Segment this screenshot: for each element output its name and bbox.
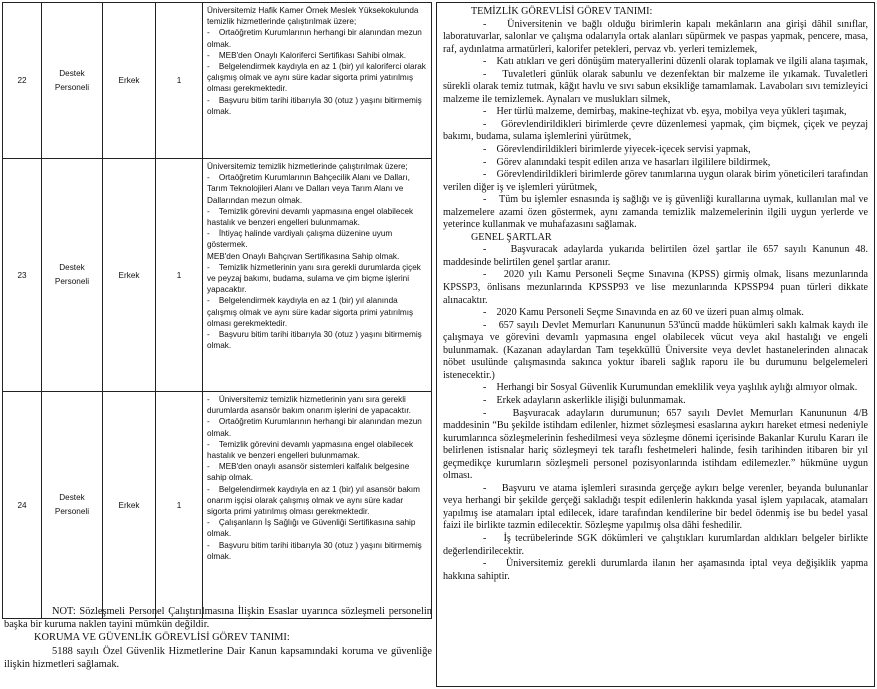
right-column [436, 2, 875, 687]
position-line: Destek [59, 493, 85, 502]
security-text: 5188 sayılı Özel Güvenlik Hizmetlerine Dair Kanun kapsamındaki koruma ve güvenliğe ilişkin hizmetleri sağlamak. [4, 645, 432, 670]
requirement-line: - Ortaöğretim Kurumlarının herhangi bir alanından mezun olmak. [207, 417, 422, 438]
requirement-line: - Başvuru bitim tarihi itibarıyla 30 (otuz ) yaşını bitirmemiş olmak. [207, 540, 422, 561]
position-line: Personeli [54, 507, 90, 516]
requirement-line: - Ortaöğretim Kurumlarının herhangi bir alanından mezun olmak. [207, 28, 422, 49]
requirement-line: - Başvuru bitim tarihi itibarıyla 30 (otuz ) yaşını bitirmemiş olmak. [207, 330, 422, 351]
count-cell: 1 [156, 3, 203, 159]
requirement-line: Üniversitemiz temizlik hizmetlerinde çalıştırılmak üzere; [207, 162, 408, 171]
left-footer [2, 605, 432, 671]
security-heading: KORUMA VE GÜVENLİK GÖREVLİSİ GÖREV TANIMI: [34, 632, 290, 644]
duty-item: - Üniversitenin ve bağlı olduğu birimlerin kapalı mekânların ana girişi dâhil sınıflar, laboratuvarlar, salonlar ve çalışma odalarıyla ortak alanları süpürmek ve paspas yapmak, pencere, masa, raf, aydınlatma armatürleri, kalorifer petekleri, pervaz vb. yerleri temizlemek, [443, 18, 868, 55]
condition-item: - İş tecrübelerinde SGK dökümleri ve çalıştıkları kurumlardan aldıkları belgeler birlikte değerlendirilecektir. [443, 532, 868, 557]
requirements-cell [203, 392, 432, 619]
row-number: 22 [3, 3, 42, 159]
duty-item: - Görevlendirildikleri birimlerde çevre düzenlemesi yapmak, çim biçmek, çiçek ve peyzaj bakımı, budama, sulama işlemlerini yürütmek, [443, 118, 868, 143]
count-cell: 1 [156, 392, 203, 619]
condition-item: - 2020 yılı Kamu Personeli Seçme Sınavına (KPSS) girmiş olmak, lisans mezunlarında KPSSP3, önlisans mezunlarında KPSSP93 ve lise mezunlarında KPSSP94 puan türleri dikkate alınacaktır. [443, 269, 868, 306]
requirement-line: Üniversitemiz Hafik Kamer Örnek Meslek Yüksekokulunda temizlik hizmetlerinde çalıştırılmak üzere; [207, 6, 419, 27]
requirement-line: - Belgelendirmek kaydıyla en az 1 (bir) yıl kaloriferci olarak çalışmış olmak ve aynı süre kadar sigorta primi yatırılmış olması gerekmektedir. [207, 62, 426, 94]
cleaning-duties-heading: TEMİZLİK GÖREVLİSİ GÖREV TANIMI: [471, 6, 653, 17]
condition-item: - 657 sayılı Devlet Memurları Kanununun 53'üncü madde hükümleri saklı kalmak kaydı ile çalışmaya ve görevini devamlı yapmasına engel olabilecek vücut veya akıl hastalığı ve engeli bulunmamak. (Kazanan adaylardan Tam teşekküllü Üniversite veya devlet hastanelerinden alınacak nöbet usulünde çalışmasında sakınca yoktur ibareli sağlık raporu ile bu durumunu belgelemeleri istenecektir.) [443, 319, 868, 381]
requirement-line: - Çalışanların İş Sağlığı ve Güvenliği Sertifikasına sahip olmak. [207, 518, 416, 539]
requirement-line: - Temizlik görevini devamlı yapmasına engel olabilecek hastalık ve benzeri engelleri bulunmamak. [207, 439, 414, 461]
row-number: 24 [3, 392, 42, 619]
requirements-cell [203, 3, 432, 159]
condition-item: - Başvuru ve atama işlemleri sırasında gerçeğe aykırı belge verenler, beyanda bulunanlar veya herhangi bir şekilde gerçeği sakladığı tespit edilenlerin hakkında yasal işlem yapılacak, atamaları yapılmış ise atamaları iptal edilecek, idare tarafından kendilerine bir bedel ödenmiş ise bu bedel yasal faizi ile birlikte tazmin edilecektir. Sözleşme yapılmış olsa dâhi feshedilir. [443, 482, 868, 532]
requirement-line: - Temizlik hizmetlerinin yanı sıra gerekli durumlarda çiçek ve peyzaj bakımı, budama, sulama ve çim biçme işlerini yapacaktır. [207, 262, 421, 295]
requirement-line: - Ortaöğretim Kurumlarının Bahçecilik Alanı ve Dalları, Tarım Teknolojileri Alanı ve Dalları veya Tarım Alanı ve Dallarından mezun olmak. [207, 173, 410, 205]
right-content [437, 3, 874, 583]
table-row [3, 159, 432, 392]
condition-item: - Üniversitemiz gerekli durumlarda ilanın her aşamasında iptal veya değişiklik yapma hakkına sahiptir. [443, 558, 868, 582]
positions-table [2, 2, 432, 619]
position-line: Destek [59, 263, 85, 272]
table-row [3, 3, 432, 159]
position-line: Personeli [54, 82, 90, 92]
requirement-line: - Belgelendirmek kaydıyla en az 1 (bir) yıl alanında çalışmış olmak ve aynı süre kadar sigorta primi yatırılmış olması gerekmektedir. [207, 296, 414, 328]
transfer-note: NOT: Sözleşmeli Personel Çalıştırılmasına İlişkin Esaslar uyarınca sözleşmeli personelin başka bir kuruma naklen tayini mümkün değildir. [4, 606, 432, 631]
requirements-cell [203, 159, 432, 392]
position-cell [42, 3, 103, 159]
condition-item: - Herhangi bir Sosyal Güvenlik Kurumundan emeklilik veya yaşlılık aylığı almıyor olmak. [483, 382, 858, 394]
position-cell [42, 392, 103, 619]
requirement-line: - Başvuru bitim tarihi itibarıyla 30 (otuz ) yaşını bitirmemiş olmak. [207, 95, 422, 116]
row-number: 23 [3, 159, 42, 392]
gender-cell: Erkek [103, 392, 156, 619]
requirement-line: - MEB'den Onaylı Kaloriferci Sertifikası Sahibi olmak. [207, 50, 407, 60]
requirement-line: - İhtiyaç halinde vardiyalı çalışma düzenine uyum göstermek. [207, 229, 393, 250]
duty-item: - Katı atıkları ve geri dönüşüm materyallerini düzenli olarak toplamak ve ilgili alana taşımak, [483, 56, 868, 68]
duty-item: - Tüm bu işlemler esnasında iş sağlığı ve iş güvenliği kurallarına uymak, kullanılan mal ve malzemelere azami özen göstermek, aynı zamanda temizlik malzemelerinin ilgili uygun yerlerde ve yeterince kullanmak ve muhafazasını sağlamak. [443, 194, 868, 231]
gender-cell: Erkek [103, 159, 156, 392]
duty-item: - Her türlü malzeme, demirbaş, makine-teçhizat vb. eşya, mobilya veya yükleri taşımak, [483, 106, 847, 118]
duty-item: - Görevlendirildikleri birimlerde görev tanımlarına uygun olarak birim yöneticileri tarafından verilen diğer iş ve işlemleri yürütmek, [443, 169, 868, 193]
duty-item: - Tuvaletleri günlük olarak sabunlu ve dezenfektan bir malzeme ile yıkamak. Tuvaletleri sürekli olarak temiz tutmak, kâğıt havlu ve sıvı sabun eksikliğe tamamlamak. Lavaboları sıvı temizleyici malzeme ile temizlemek. Aynaları ve muslukları silmek, [443, 68, 868, 105]
duty-item: - Görev alanındaki tespit edilen arıza ve hasarları ilgililere bildirmek, [483, 156, 771, 168]
general-conditions-heading: GENEL ŞARTLAR [471, 231, 552, 243]
position-line: Personeli [54, 277, 90, 286]
left-column [2, 2, 432, 687]
condition-item: - Başvuracak adayların durumunun; 657 sayılı Devlet Memurları Kanununun 4/B maddesinin “Bu şekilde istihdam edilenler, hizmet sözleşmesi esaslarına aykırı hareket etmesi nedeniyle kurumlarınca sözleşmelerinin feshedilmesi veya sözleşme dönemi içerisinde Bakanlar Kurulu Kararı ile belirlenen istisnalar hariç sözleşmeyi tek taraflı feshetmeleri halinde, fesih tarihinden itibaren bir yıl geçmedikçe kurumların sözleşmeli personel pozisyonlarında istihdam edilemezler.” hükmüne uygun olması. [443, 407, 868, 482]
condition-item: - Erkek adayların askerlikle ilişiği bulunmamak. [483, 394, 686, 406]
count-cell: 1 [156, 159, 203, 392]
position-line: Destek [59, 68, 85, 78]
position-cell [42, 159, 103, 392]
duty-item: - Görevlendirildikleri birimlerde yiyecek-içecek servisi yapmak, [483, 144, 751, 156]
table-row [3, 392, 432, 619]
requirement-line: - MEB'den onaylı asansör sistemleri kalfalık belgesine sahip olmak. [207, 462, 410, 483]
condition-item: - Başvuracak adaylarda yukarıda belirtilen özel şartlar ile 657 sayılı Kanunun 48. maddesinde belirtilen genel şartlar aranır. [443, 244, 868, 268]
condition-item: - 2020 Kamu Personeli Seçme Sınavında en az 60 ve üzeri puan almış olmak. [483, 307, 804, 319]
requirement-line: - Üniversitemiz temizlik hizmetlerinin yanı sıra gerekli durumlarda asansör bakım onarım işlerini de yapacaktır. [207, 395, 411, 416]
gender-cell: Erkek [103, 3, 156, 159]
requirement-line: MEB'den Onaylı Bahçıvan Sertifikasına Sahip olmak. [207, 251, 400, 261]
requirement-line: - Belgelendirmek kaydıyla en az 1 (bir) yıl asansör bakım onarım işçisi olarak çalışmış olmak ve aynı süre kadar sigorta primi yatırılmış olması gerekmektedir. [207, 484, 420, 517]
requirement-line: - Temizlik görevini devamlı yapmasına engel olabilecek hastalık ve benzeri engelleri bulunmamak. [207, 206, 414, 228]
